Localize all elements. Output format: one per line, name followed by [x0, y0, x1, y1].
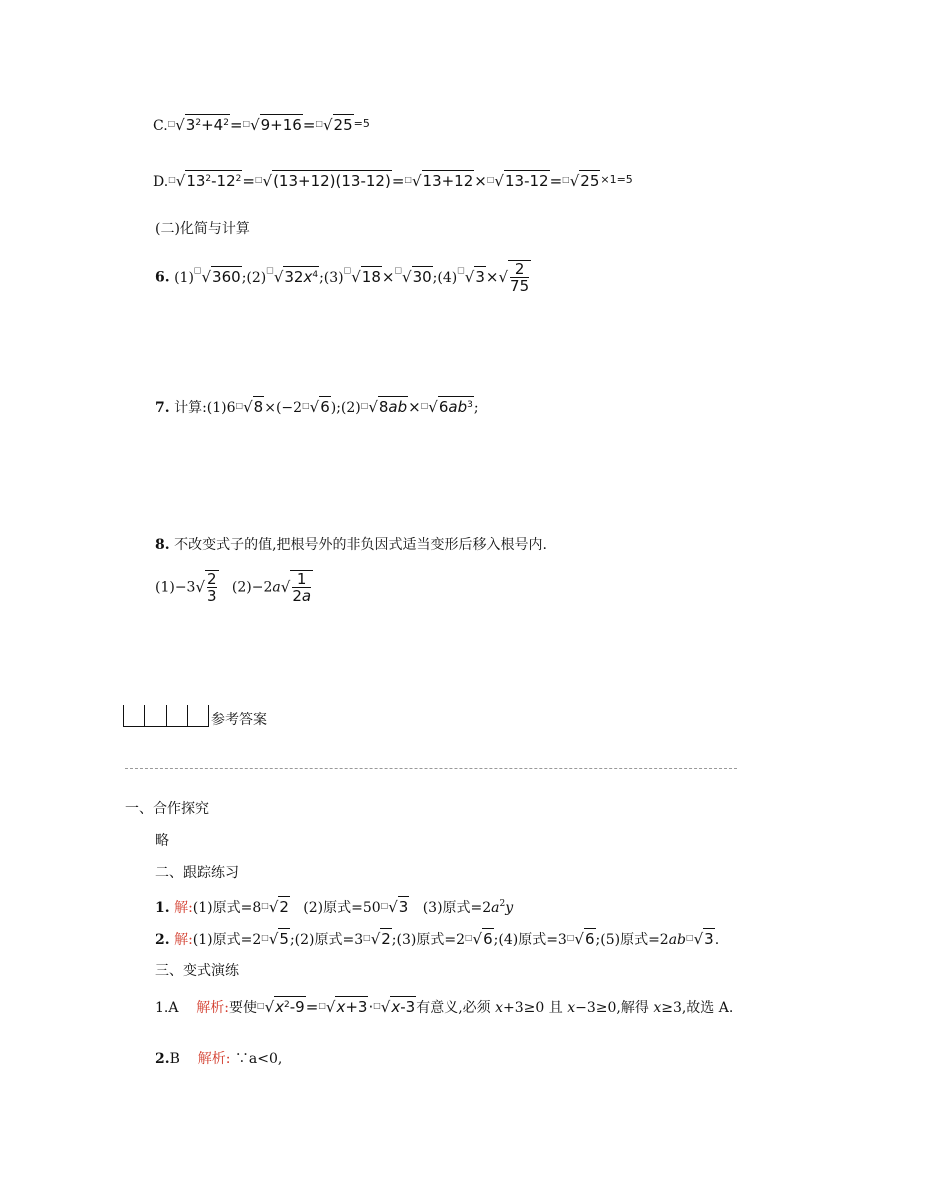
- question-7-number: 7.: [155, 400, 170, 416]
- answer-2-2-number: 2.: [155, 932, 170, 948]
- question-7-formula: $(1)6^□√8\times(-2^□√6);(2)^□√8ab\times^□√6ab^3$;: [206, 398, 479, 416]
- option-d-label: D.: [153, 174, 169, 190]
- option-c-label: C.: [153, 118, 168, 134]
- question-8-number: 8.: [155, 537, 170, 553]
- analysis-label: 解析:: [197, 1051, 231, 1067]
- option-d: [153, 170, 633, 192]
- question-6: [155, 260, 531, 294]
- section-1-content: 略: [155, 833, 169, 849]
- option-c-formula: $^□√3^2+4^2=^□√9+16=^□√25^{=5}$: [167, 116, 370, 134]
- answer-3-2-choice: B: [169, 1051, 180, 1067]
- solution-label: 解:: [174, 900, 193, 916]
- option-d-formula: $^□√13^2-12^2=^□√(13+12)(13-12)=^□√13+12\times^□√13-12=^□√25^{\times 1=5}$: [168, 172, 633, 190]
- section-1: 一、合作探究: [125, 801, 209, 817]
- answer-tab-marks: [123, 705, 209, 727]
- section-2: 二、跟踪练习: [155, 865, 239, 881]
- question-7-text: 计算:: [174, 400, 207, 416]
- question-6-number: 6.: [155, 269, 170, 286]
- answers-title: 参考答案: [211, 712, 267, 728]
- answer-3-1-choice: A: [168, 1000, 179, 1016]
- solution-label: 解:: [174, 932, 193, 948]
- answer-3-2: [155, 1049, 282, 1069]
- question-7: [155, 396, 479, 418]
- answer-3-2-number: 2.: [155, 1051, 170, 1067]
- answer-3-1: 1.A 解析:要使$^□√x^2-9=^□√x+3\cdot^□√x-3$有意义,必须 x+3≥0 且 x−3≥0,解得 x≥3,故选 A.: [155, 998, 734, 1016]
- question-8-parts: (1)−3√ $\frac{2}{3}$ (2)−2a√ $\frac{1}{2a}$: [155, 570, 312, 605]
- answer-2-1: 1. 解:(1)原式=8□√2 (2)原式=50□√3 (3)原式$=2a^2y$: [155, 898, 514, 916]
- answer-3-1-number: 1.: [155, 1000, 169, 1016]
- answer-2-2: 2. 解:(1)原式=2□√5;(2)原式=3□√2;(3)原式=2□√6;(4)原式=3□√6;(5)原式=2ab□√3.: [155, 930, 720, 948]
- question-8-text: 不改变式子的值,把根号外的非负因式适当变形后移入根号内.: [174, 537, 547, 553]
- section-simplify: (二)化简与计算: [155, 221, 250, 237]
- analysis-label: 解析:: [196, 1000, 230, 1016]
- divider: [125, 768, 737, 769]
- answer-2-1-number: 1.: [155, 900, 170, 916]
- section-3: 三、变式演练: [155, 963, 239, 979]
- answer-3-2-text: ∵a<0,: [234, 1051, 283, 1067]
- question-6-formula: $(1)^□√360;(2)^□√32x^4;(3)^□√18\times^□√30;(4)^□√3\times√$ $\frac{2}{75}$: [174, 260, 530, 295]
- question-8: [155, 535, 547, 555]
- option-c: [153, 114, 370, 136]
